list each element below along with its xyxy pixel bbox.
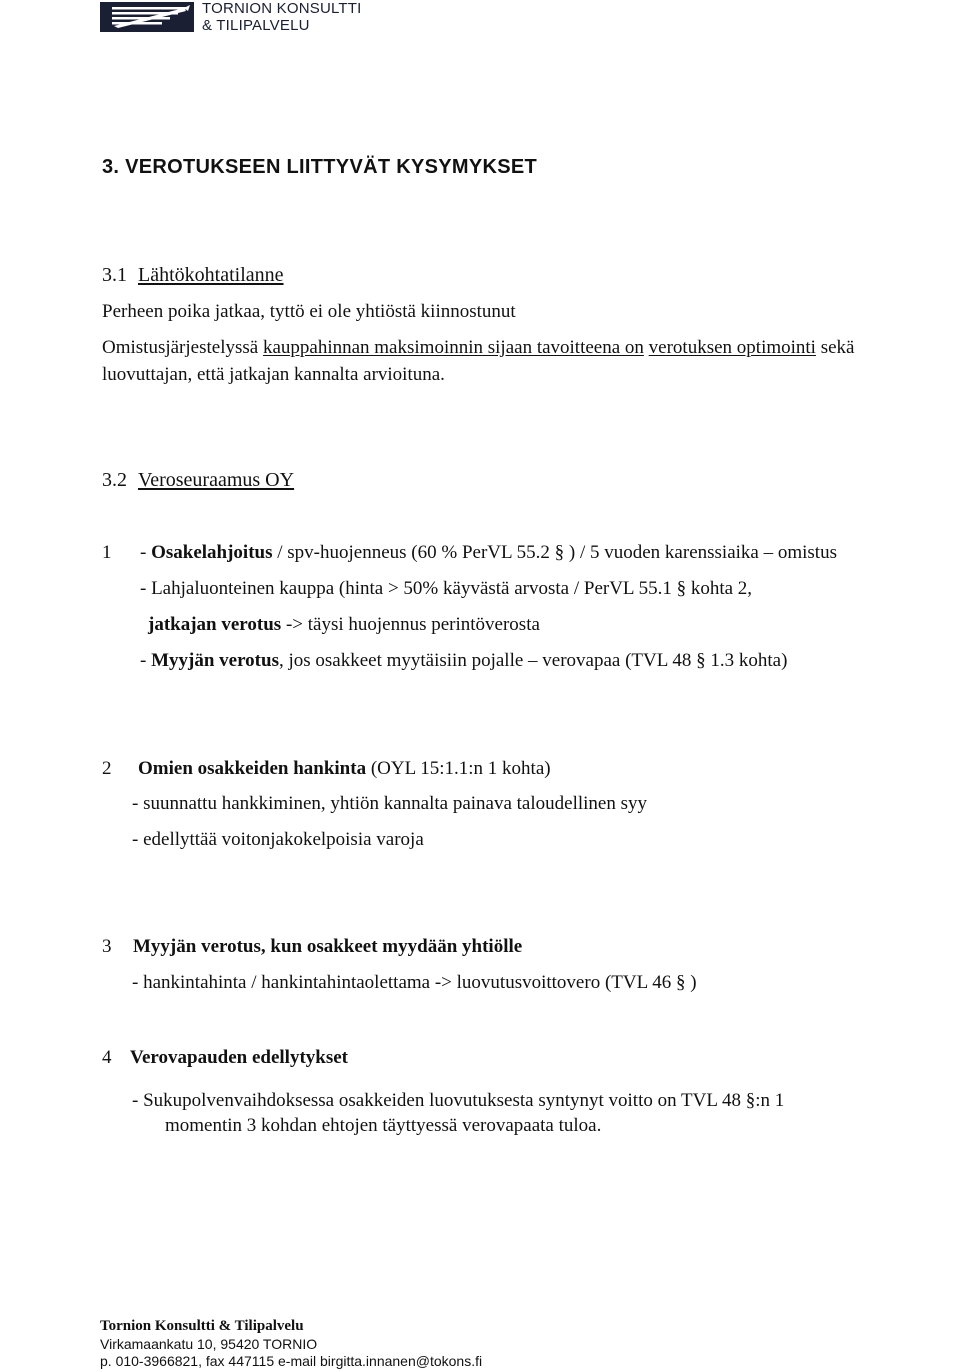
text-segment: - xyxy=(140,542,152,563)
bold-term: Osakelahjoitus xyxy=(151,542,273,563)
item-1-line1 xyxy=(140,542,837,564)
arrangement-paragraph-line2: luovuttajan, että jatkajan kannalta arvioituna. xyxy=(102,364,445,385)
company-logo xyxy=(100,0,362,34)
bold-term: Verovapauden edellytykset xyxy=(130,1047,348,1068)
bold-term: Myyjän verotus, kun osakkeet myydään yhtiölle xyxy=(133,936,523,957)
underlined-tax-optimization: verotuksen optimointi xyxy=(648,337,816,358)
logo-text-line2: & TILIPALVELU xyxy=(202,17,310,34)
item-2-number: 2 xyxy=(102,758,112,779)
item-2-title xyxy=(138,758,551,780)
item-1-number: 1 xyxy=(102,542,112,563)
item-3-number: 3 xyxy=(102,936,112,957)
section-number: 3.2 xyxy=(102,469,127,491)
item-3-bullet-1: - hankintahinta / hankintahintaolettama -> luovutusvoittovero (TVL 46 § ) xyxy=(132,972,697,993)
text-segment: , jos osakkeet myytäisiin pojalle – verovapaa (TVL 48 § 1.3 kohta) xyxy=(278,650,788,671)
item-1-line3 xyxy=(148,614,540,636)
item-4-title xyxy=(130,1047,348,1069)
section-title: Veroseuraamus OY xyxy=(138,469,295,491)
item-4-bullet-1-continuation: momentin 3 kohdan ehtojen täyttyessä verovapaata tuloa. xyxy=(165,1115,602,1136)
section-3-1-heading xyxy=(102,264,284,287)
text-segment: (OYL 15:1.1:n 1 kohta) xyxy=(366,758,551,779)
bold-term: Myyjän verotus xyxy=(151,650,279,671)
underlined-goal: kauppahinnan maksimoinnin sijaan tavoitteena on xyxy=(262,337,644,358)
item-2-bullet-1: - suunnattu hankkiminen, yhtiön kannalta painava taloudellinen syy xyxy=(132,793,647,814)
bold-term: Omien osakkeiden hankinta xyxy=(138,758,367,779)
logo-mark xyxy=(100,2,194,32)
situation-line: Perheen poika jatkaa, tyttö ei ole yhtiöstä kiinnostunut xyxy=(102,301,516,322)
bold-term: jatkajan verotus xyxy=(148,614,282,635)
item-1-line4 xyxy=(140,650,787,672)
item-3-title xyxy=(133,936,522,958)
section-title: Lähtökohtatilanne xyxy=(138,264,284,286)
item-4-number: 4 xyxy=(102,1047,112,1068)
text-segment: sekä xyxy=(815,337,855,358)
text-segment: / spv-huojenneus (60 % PerVL 55.2 § ) / 5 vuoden karenssiaika – omistus xyxy=(272,542,837,563)
text-segment: Omistusjärjestelyssä xyxy=(102,337,263,358)
section-number: 3.1 xyxy=(102,264,127,286)
logo-emblem-icon xyxy=(100,2,194,32)
footer-contact: p. 010-3966821, fax 447115 e-mail birgitta.innanen@tokons.fi xyxy=(100,1353,483,1369)
footer-address: Virkamaankatu 10, 95420 TORNIO xyxy=(100,1336,318,1352)
section-3-2-heading xyxy=(102,469,294,492)
text-segment: -> täysi huojennus perintöverosta xyxy=(281,614,540,635)
item-2-bullet-2: - edellyttää voitonjakokelpoisia varoja xyxy=(132,829,424,850)
item-1-line2: - Lahjaluonteinen kauppa (hinta > 50% käyvästä arvosta / PerVL 55.1 § kohta 2, xyxy=(140,578,753,599)
main-heading: 3. VEROTUKSEEN LIITTYVÄT KYSYMYKSET xyxy=(102,156,538,178)
footer-company-name: Tornion Konsultti & Tilipalvelu xyxy=(100,1318,304,1334)
arrangement-paragraph-line1 xyxy=(102,337,854,359)
item-4-bullet-1: - Sukupolvenvaihdoksessa osakkeiden luovutuksesta syntynyt voitto on TVL 48 §:n 1 xyxy=(132,1090,785,1111)
text-segment: - xyxy=(140,650,152,671)
logo-text-line1: TORNION KONSULTTI xyxy=(202,0,362,17)
